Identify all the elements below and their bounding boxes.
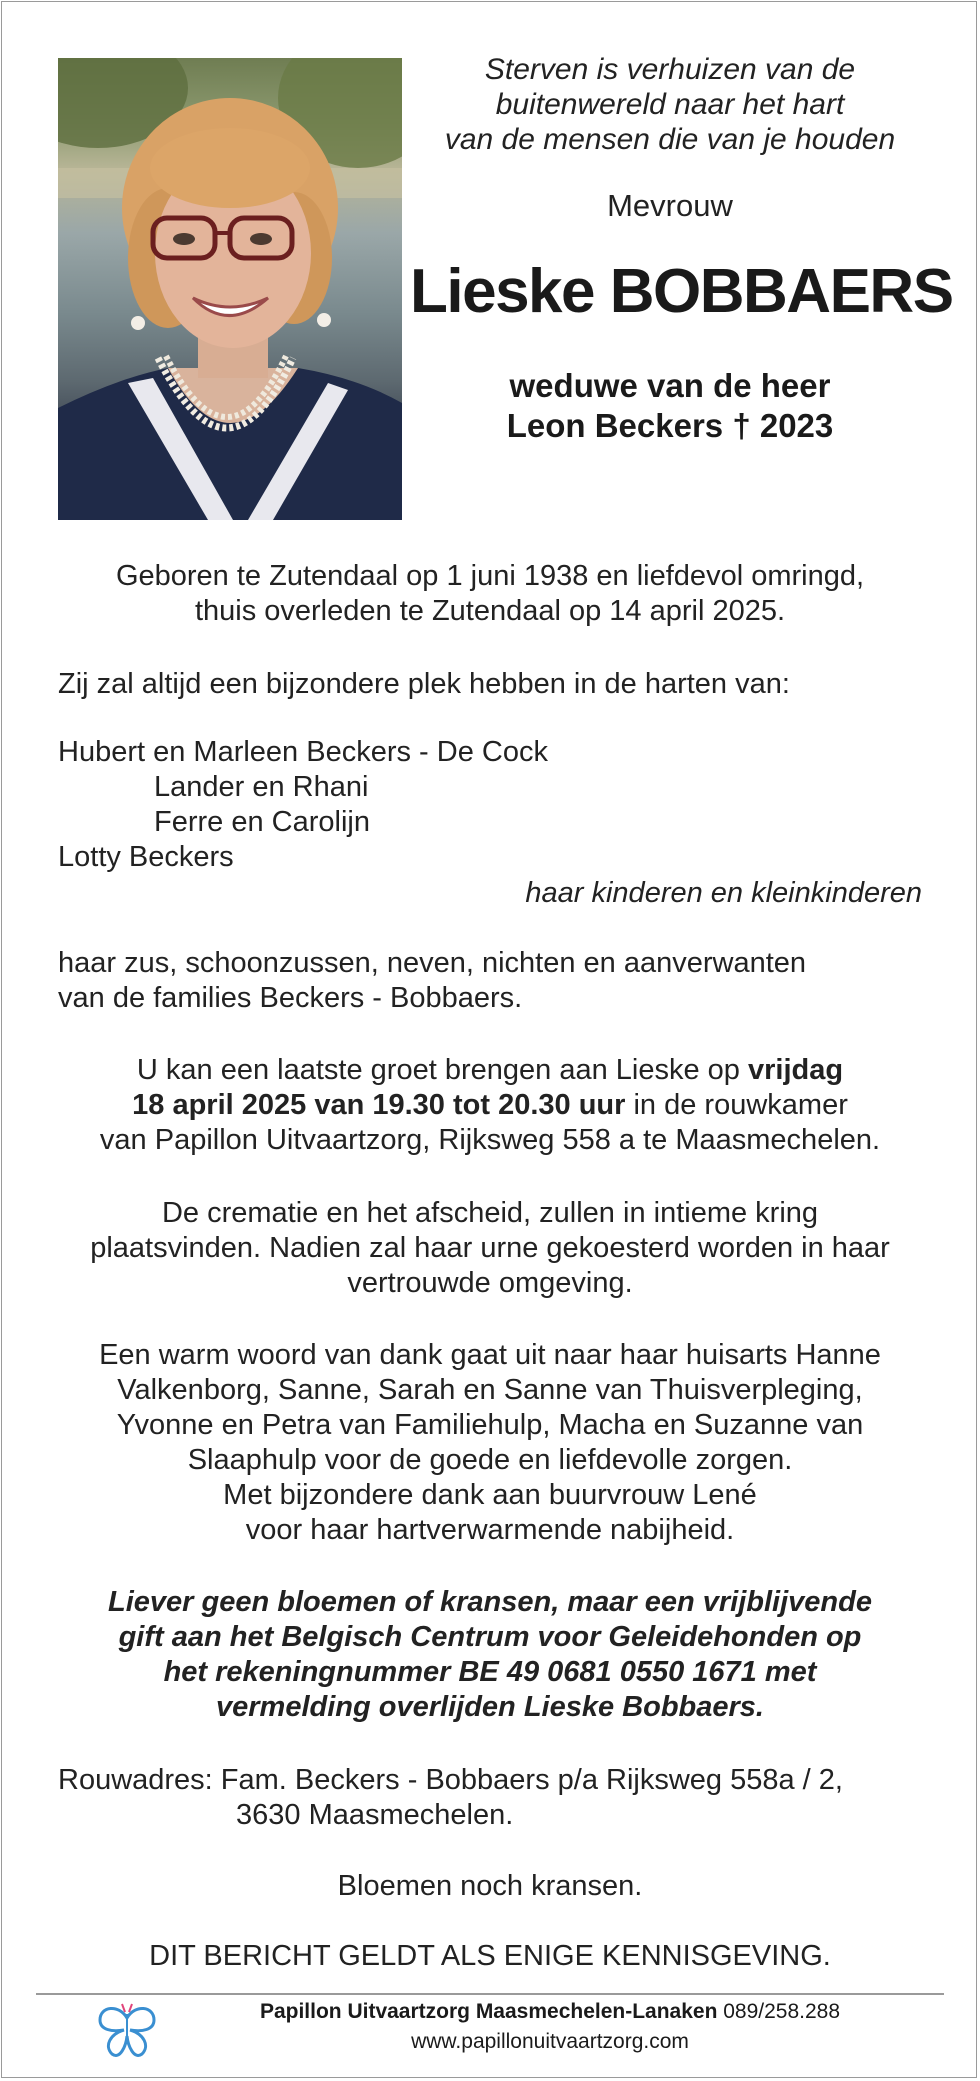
thanks-line: Een warm woord van dank gaat uit naar haar huisarts Hanne: [99, 1339, 881, 1371]
visit-line-3: van Papillon Uitvaartzorg, Rijksweg 558 a te Maasmechelen.: [99, 1124, 881, 1156]
quote-line: van de mensen die van je houden: [444, 123, 896, 156]
butterfly-icon: [94, 2000, 160, 2060]
footer-phone: 089/258.288: [717, 2000, 841, 2023]
family-line: Hubert en Marleen Beckers - De Cock: [58, 736, 548, 768]
thanks-line: voor haar hartverwarmende nabijheid.: [245, 1514, 735, 1546]
cremation-line: De crematie en het afscheid, zullen in intieme kring: [161, 1197, 819, 1229]
footer-divider: [36, 1993, 944, 1995]
footer-website[interactable]: www.papillonuitvaartzorg.com: [411, 2030, 689, 2053]
flowers-note: Bloemen noch kransen.: [337, 1870, 643, 1902]
donation-line: het rekeningnummer BE 49 0681 0550 1671 met: [163, 1656, 817, 1688]
salutation: Mevrouw: [607, 188, 733, 223]
footer-company-line: [180, 2000, 920, 2024]
visit-text: U kan een laatste groet brengen aan Lieske op: [136, 1054, 748, 1086]
family-line: Ferre en Carolijn: [154, 806, 370, 838]
donation-line: gift aan het Belgisch Centrum voor Geleidehonden op: [118, 1621, 862, 1653]
visit-day: vrijdag: [747, 1054, 844, 1086]
donation-line: Liever geen bloemen of kransen, maar een vrijblijvende: [108, 1586, 872, 1618]
footer-company: Papillon Uitvaartzorg Maasmechelen-Lanaken: [259, 2000, 718, 2023]
birth-line: Geboren te Zutendaal op 1 juni 1938 en liefdevol omringd,: [115, 560, 865, 592]
relatives-line: van de families Beckers - Bobbaers.: [58, 982, 523, 1014]
thanks-line: Slaaphulp voor de goede en liefdevolle zorgen.: [187, 1444, 793, 1476]
family-caption: haar kinderen en kleinkinderen: [525, 877, 922, 909]
widow-info: [410, 366, 930, 446]
official-notice: DIT BERICHT GELDT ALS ENIGE KENNISGEVING.: [149, 1940, 831, 1972]
visit-line-2: [40, 1088, 940, 1123]
cremation-line: plaatsvinden. Nadien zal haar urne gekoesterd worden in haar: [90, 1232, 890, 1264]
family-intro: Zij zal altijd een bijzondere plek hebben in de harten van:: [58, 668, 790, 700]
donation-line: vermelding overlijden Lieske Bobbaers.: [216, 1691, 764, 1723]
family-line: Lander en Rhani: [154, 771, 369, 803]
memorial-quote: [410, 52, 930, 157]
widow-line: weduwe van de heer: [509, 367, 831, 404]
mourning-address-city: 3630 Maasmechelen.: [236, 1799, 514, 1831]
death-line: thuis overleden te Zutendaal op 14 april 2025.: [194, 595, 786, 627]
family-line: Lotty Beckers: [58, 841, 234, 873]
widow-line: Leon Beckers † 2023: [506, 407, 834, 444]
visit-date-time: 18 april 2025 van 19.30 tot 20.30 uur: [132, 1089, 626, 1121]
portrait-illustration: [58, 58, 402, 520]
quote-line: buitenwereld naar het hart: [495, 88, 845, 121]
thanks-line: Valkenborg, Sanne, Sarah en Sanne van Thuisverpleging,: [117, 1374, 863, 1406]
quote-line: Sterven is verhuizen van de: [484, 53, 856, 86]
deceased-name: Lieske BOBBAERS: [410, 257, 953, 326]
cremation-line: vertrouwde omgeving.: [347, 1267, 633, 1299]
relatives-line: haar zus, schoonzussen, neven, nichten en aanverwanten: [58, 947, 807, 979]
visit-text: in de rouwkamer: [625, 1089, 848, 1121]
portrait-photo: [58, 58, 402, 520]
thanks-line: Met bijzondere dank aan buurvrouw Lené: [223, 1479, 757, 1511]
thanks-line: Yvonne en Petra van Familiehulp, Macha en Suzanne van: [116, 1409, 864, 1441]
visit-line-1: [40, 1053, 940, 1088]
mourning-address: Rouwadres: Fam. Beckers - Bobbaers p/a Rijksweg 558a / 2,: [58, 1764, 843, 1796]
